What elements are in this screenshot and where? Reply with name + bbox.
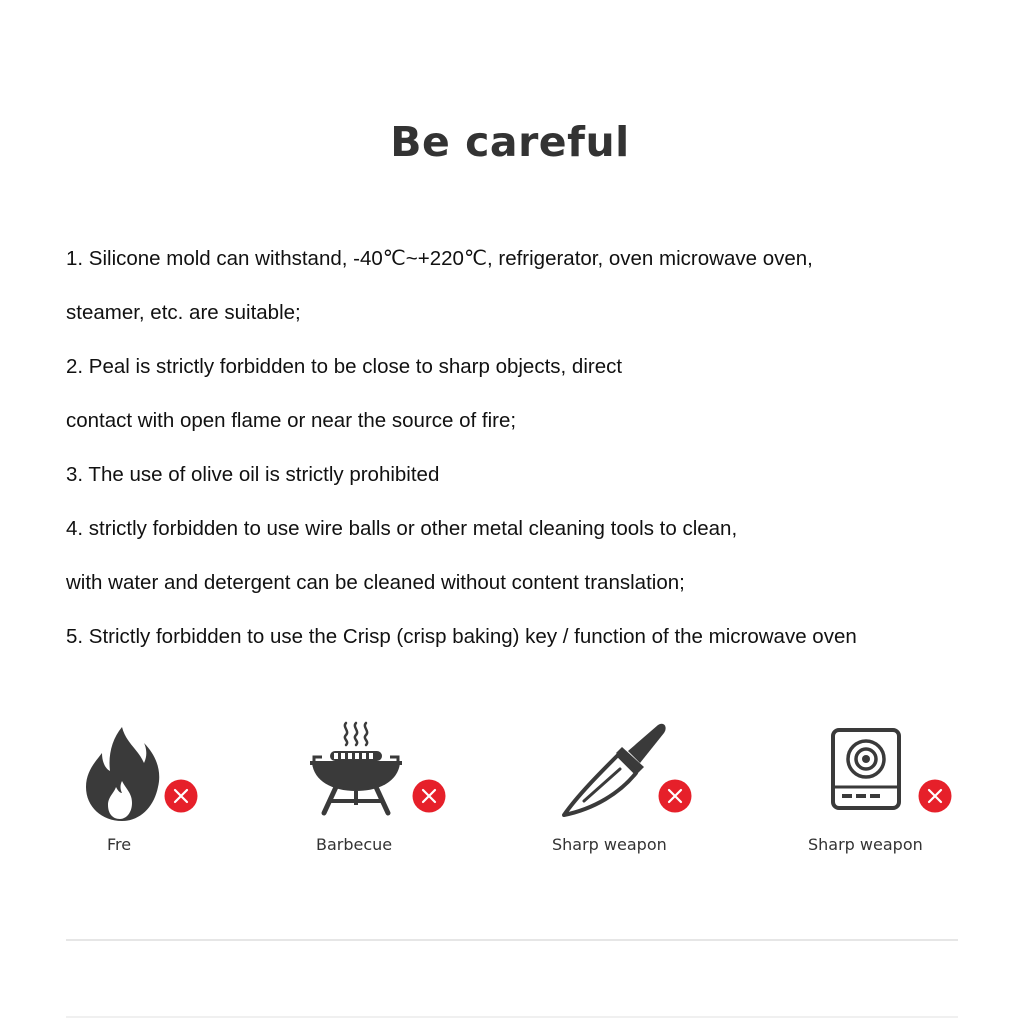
caution-line: 3. The use of olive oil is strictly prohibited xyxy=(66,463,440,486)
icon-label: Sharp weapon xyxy=(552,835,667,854)
prohibited-x-icon xyxy=(164,779,198,813)
prohibited-x-icon xyxy=(412,779,446,813)
prohibited-item-knife xyxy=(552,715,772,865)
barbecue-grill-icon xyxy=(306,719,406,819)
icon-label: Barbecue xyxy=(316,835,393,854)
icon-label: Sharp weapon xyxy=(808,835,923,854)
prohibited-icons-row xyxy=(0,715,1020,865)
divider xyxy=(66,939,958,941)
prohibited-item-fire xyxy=(80,715,300,865)
caution-line: 1. Silicone mold can withstand, -40℃~+220℃, refrigerator, oven microwave oven, xyxy=(66,247,813,270)
caution-list xyxy=(66,232,1006,664)
prohibited-x-icon xyxy=(658,779,692,813)
caution-line: steamer, etc. are suitable; xyxy=(66,301,301,324)
caution-line: 2. Peal is strictly forbidden to be close to sharp objects, direct xyxy=(66,355,623,378)
fire-icon xyxy=(82,725,162,825)
prohibited-x-icon xyxy=(918,779,952,813)
caution-line: 5. Strictly forbidden to use the Crisp (crisp baking) key / function of the microwave oven xyxy=(66,625,857,648)
divider xyxy=(66,1016,958,1018)
caution-line: 4. strictly forbidden to use wire balls or other metal cleaning tools to clean, xyxy=(66,517,738,540)
icon-label: Fre xyxy=(107,835,132,854)
caution-line: contact with open flame or near the source of fire; xyxy=(66,409,517,432)
caution-line: with water and detergent can be cleaned without content translation; xyxy=(66,571,685,594)
page-title: Be careful xyxy=(390,118,630,166)
knife-icon xyxy=(560,721,666,821)
prohibited-item-induction-cooker xyxy=(808,715,1020,865)
prohibited-item-barbecue xyxy=(300,715,520,865)
induction-cooker-icon xyxy=(830,727,902,811)
